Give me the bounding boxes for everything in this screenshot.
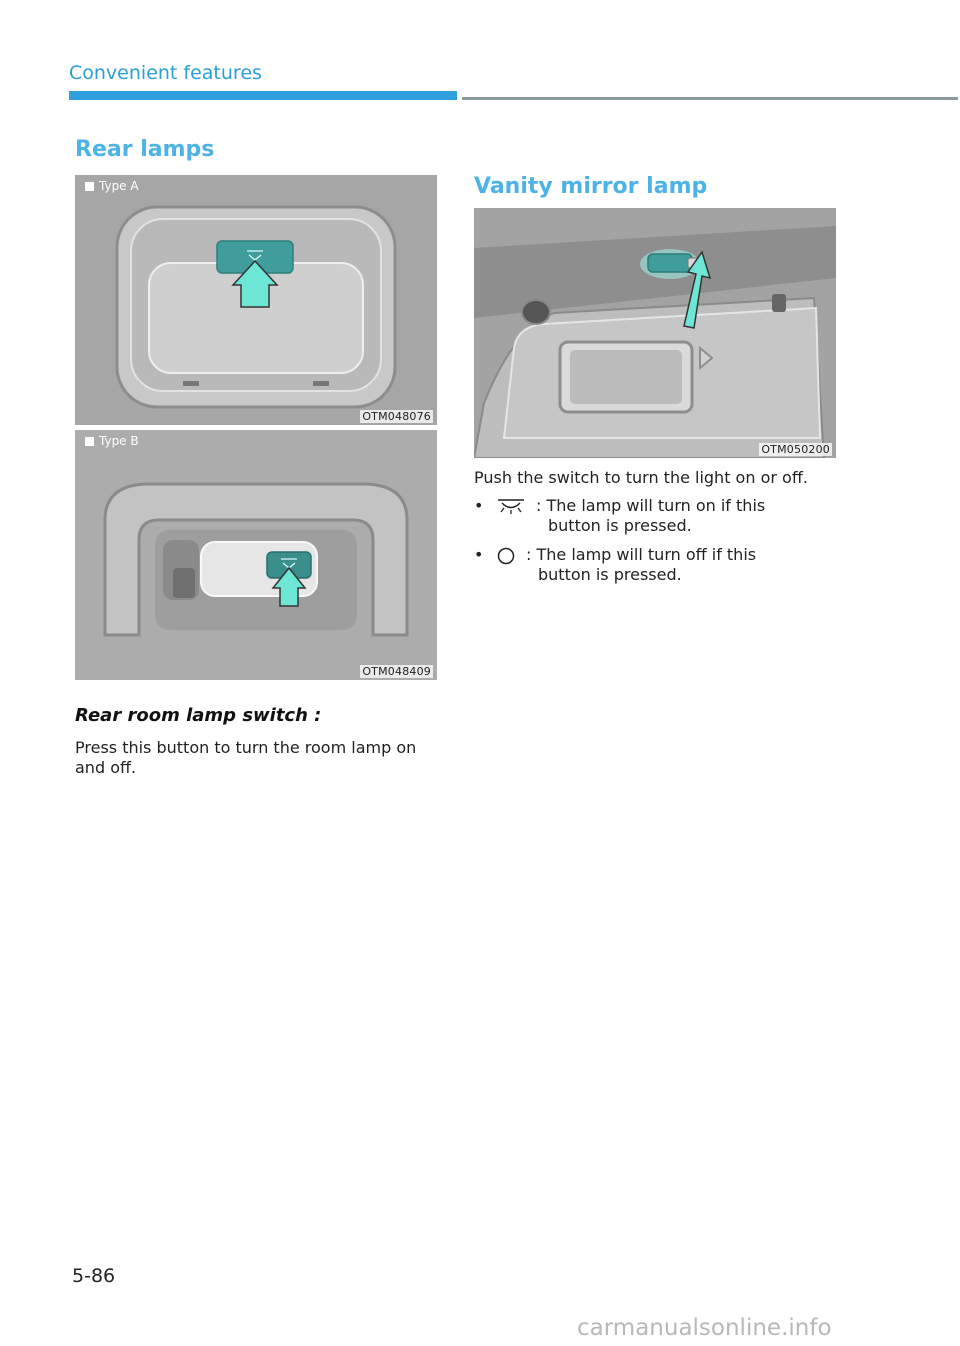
rear-lamp-type-a-illustration: [75, 175, 437, 425]
rear-lamp-type-b-illustration: [75, 430, 437, 680]
type-a-label: Type A: [85, 179, 139, 193]
type-b-label: Type B: [85, 434, 139, 448]
figure-type-b: [75, 430, 437, 680]
bullet-symbol: •: [474, 545, 484, 564]
list-item: • : The lamp will turn off if this button is pressed.: [474, 545, 757, 584]
header-accent-bar: [69, 91, 457, 100]
lamp-off-icon: [496, 547, 516, 570]
figure-code: OTM048076: [362, 410, 431, 423]
figure-code: OTM048409: [362, 665, 431, 678]
header-rule: [462, 97, 958, 100]
figure-type-a: [75, 175, 437, 425]
list-item: • : The lamp will turn on if this button is pressed.: [474, 496, 766, 535]
bullet-symbol: •: [474, 496, 484, 515]
vanity-mirror-illustration: [474, 208, 836, 458]
figure-vanity-mirror: [474, 208, 836, 458]
vanity-mirror-lamp-heading: Vanity mirror lamp: [474, 174, 708, 199]
square-bullet-icon: [85, 182, 94, 191]
square-bullet-icon: [85, 437, 94, 446]
vanity-intro: Push the switch to turn the light on or off.: [474, 468, 808, 487]
rear-lamps-heading: Rear lamps: [75, 137, 215, 162]
watermark: carmanualsonline.info: [577, 1315, 832, 1341]
rear-lamp-description: Press this button to turn the room lamp on and off.: [75, 738, 417, 777]
lamp-on-icon: [496, 498, 526, 519]
figure-code: OTM050200: [761, 443, 830, 456]
section-title: Convenient features: [69, 62, 262, 84]
page-number: 5-86: [72, 1265, 116, 1287]
rear-room-lamp-switch-heading: Rear room lamp switch :: [75, 705, 322, 726]
